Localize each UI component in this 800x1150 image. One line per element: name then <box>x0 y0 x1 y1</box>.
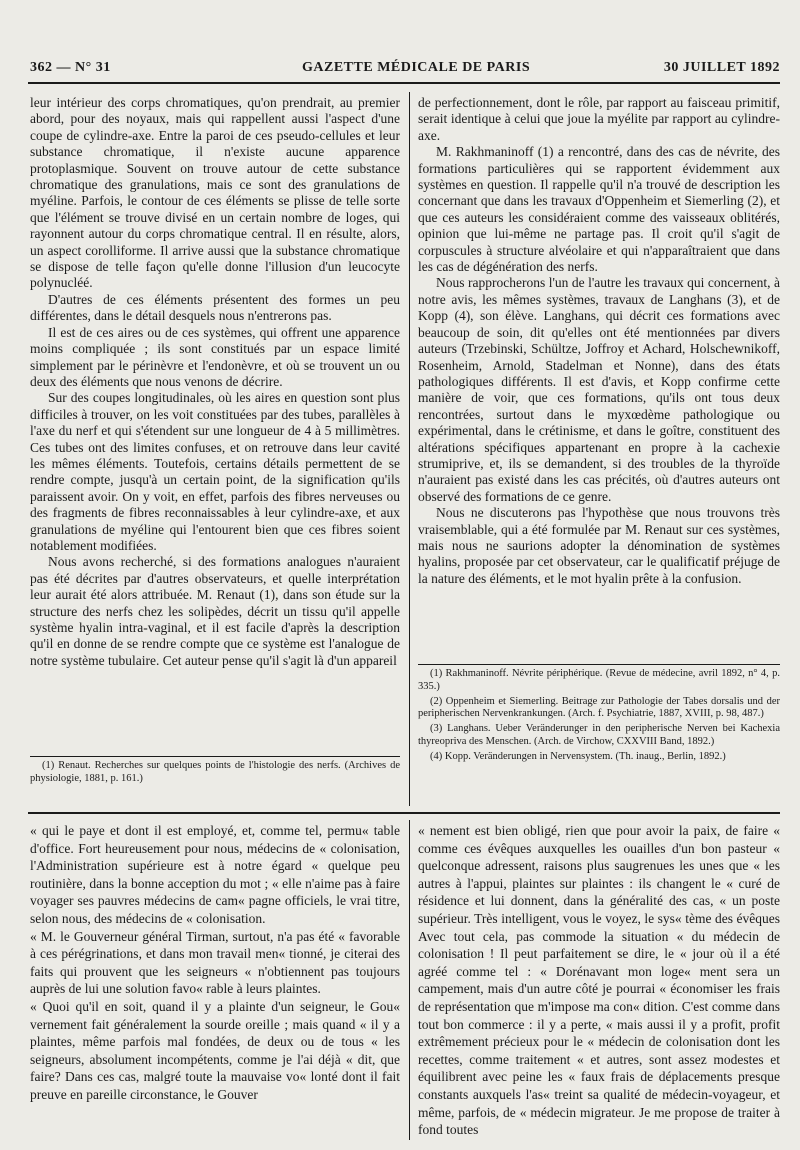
paragraph: Nous avons recherché, si des formations analogues n'auraient pas été décrites par d'autres observateurs, et quelle interprétation leur aurait été alors attribuée. M. Renaut (1), dans son étude sur la structure des nerfs chez les solipèdes, décrit un tissu qu'il appelle système hyalin intra-vaginal, et il est facile d'après la description qu'il en donne de se rendre compte que ce système est l'analogue de notre système tubulaire. Cet auteur pense qu'il s'agit là d'un appareil <box>30 554 400 668</box>
paragraph: de perfectionnement, dont le rôle, par rapport au faisceau primitif, serait identique à celui que joue la myélite par rapport au cylindre-axe. <box>418 95 780 143</box>
header-rule <box>28 82 780 84</box>
footnote: (3) Langhans. Ueber Veränderunger in den peripherische Nerven bei Kachexia thyreopriva des Menschen. (Arch. de Virchow, CXXVIII Band, 1892.) <box>418 723 780 747</box>
running-head <box>30 60 780 82</box>
page-number: 362 — N° 31 <box>30 60 111 75</box>
paragraph: M. Rakhmaninoff (1) a rencontré, dans des cas de névrite, des formations particulières qui se rapportent évidemment aux systèmes en question. Il rappelle qu'il n'a trouvé de description les concernant que dans les travaux d'Oppenheim et Siemerling (2), et que ces auteurs les considéraient comme des vaisseaux oblitérés, opinion que lui-même ne partage pas. Il croit qu'il s'agit de corpuscules à structure alvéolaire et qui n'apparaîtraient que dans les cas de dégénération des nerfs. <box>418 144 780 275</box>
footnote: (4) Kopp. Veränderungen in Nervensystem. (Th. inaug., Berlin, 1892.) <box>430 750 726 762</box>
upper-right-column <box>418 95 780 662</box>
paragraph: leur intérieur des corps chromatiques, qu'on prendrait, au premier abord, pour des noyaux, mais qui rappellent aussi l'aspect d'une coupe de cylindre-axe. Entre la paroi de ces pseudo-cellules et leur substance chromatique, il n'existe aucune apparence protoplasmique. Souvent on trouve autour de cette substance chromatique des granulations, mais ce sont des granulations de myéline. Parfois, le contour de ces éléments se plisse de telle sorte que l'élément se trouve divisé en un certain nombre de loges, qui rayonnent autour du corps chromatique central. Il en résulte, alors, un aspect corolliforme. Il arrive aussi que la substance chromatique se dispose de telle façon qu'elle donne l'illusion d'un leucocyte polynucléé. <box>30 95 400 291</box>
issue-date: 30 JUILLET 1892 <box>663 60 780 75</box>
section-rule <box>28 812 780 814</box>
lower-left-column <box>30 822 400 1140</box>
footnote: (2) Oppenheim et Siemerling. Beitrage zur Pathologie der Tabes dorsalis und der peripherischen Nervenkrankungen. (Arch. f. Psychiatrie, 1887, XVIII, p. 98, 487.) <box>418 695 780 720</box>
journal-title: GAZETTE MÉDICALE DE PARIS <box>302 60 531 75</box>
footnote-rule <box>30 756 400 757</box>
paragraph: D'autres de ces éléments présentent des formes un peu différentes, dans le détail desquels nous n'entrerons pas. <box>30 291 400 324</box>
upper-left-footnotes <box>30 760 400 796</box>
paragraph: Il est de ces aires ou de ces systèmes, qui offrent une apparence moins compliquée ; ils sont constitués par un espace limité simplement par le périnèvre et l'endonèvre, et où se trouvent un ou deux des éléments que nous venons de décrire. <box>30 324 400 389</box>
footnote: (1) Rakhmaninoff. Névrite périphérique. (Revue de médecine, avril 1892, n° 4, p. 335.) <box>418 668 780 692</box>
paragraph: « qui le paye et dont il est employé, et, comme tel, permu« table d'office. Fort heureusement pour nous, médecins de « colonisation, l'Administration supérieure est à notre égard « quelque peu routinière, dans la bonne acception du mot ; « elle n'aime pas à faire voyager ses pauvres médecins de cam« pagne officiels, le vrai titre, selon nous, des médecins de « colonisation. <box>30 823 400 926</box>
column-divider <box>409 820 410 1140</box>
upper-left-column <box>30 95 400 750</box>
paragraph: Nous ne discuterons pas l'hypothèse que nous trouvons très vraisemblable, qui a été formulée par M. Renaut sur ces systèmes, mais nous ne saurions adopter la dénomination de systèmes hyalins, proposée par cet observateur, car le qualificatif préjuge de la nature des éléments, et le mot hyalin prête à la confusion. <box>418 505 780 586</box>
footnote-rule <box>418 664 780 665</box>
column-divider <box>409 92 410 806</box>
paragraph: Sur des coupes longitudinales, où les aires en question sont plus difficiles à trouver, on les voit constituées par des tubes, parallèles à l'axe du nerf et qui s'étendent sur une longueur de 4 à 5 millimètres. Ces tubes ont des limites confuses, et on retrouve dans leur cavité les mêmes éléments. Toutefois, certains détails permettent de se rendre compte, jusqu'à un certain point, de la signification qu'ils paraissent avoir. On y voit, en effet, parfois des fibres nerveuses ou des fragments de fibres reconnaissables à leur cylindre-axe, et aux granulations de myéline qui l'entourent bien que ces fibres soient notablement modifiées. <box>30 390 400 553</box>
paragraph: « nement est bien obligé, rien que pour avoir la paix, de faire « comme ces évêques auxquelles les ouailles d'un bon pasteur « quelconque adressent, raisons plus saugrenues les unes que « les autres à l'appui, plaintes sur plaintes : ils changent le « curé de résidence et lui donnent, dans la généralité des cas, « un poste supérieur. Très intelligent, vous le voyez, le sys« tème des évêques Avec tout cela, pas commode la situation « du médecin de colonisation ! Il peut parfaitement se dire, le « jour où il a été agréé comme tel : « Dorénavant mon loge« ment sera un campement, mais d'un autre côté je pourrai « économiser les frais de représentation que m'impose ma con« dition. C'est comme dans tout bon commerce : il y a perte, « mais aussi il y a profit, profit extrêmement précieux pour le « médecin de colonisation dont les recettes, comme traitement « et autres, sont assez modestes et équilibrent avec peine les « faux frais de déplacements presque constants auxquels l'as« treint sa qualité de médecin-voyageur, et même, parfois, de « médecin migrateur. Je me propose de traiter à fond toutes <box>418 823 780 1138</box>
paragraph: « Quoi qu'il en soit, quand il y a plainte d'un seigneur, le Gou« vernement fait généralement la sourde oreille ; mais quand « il y a plaintes, même parfois mal fondées, de deux ou de tous « les seigneurs, absolument incompétents, comme je l'ai déjà « dit, que faire? Dans ces cas, malgré toute la mauvaise vo« lonté dont il fait preuve en pareille circonstance, le Gouver <box>30 998 400 1102</box>
paragraph: Nous rapprocherons l'un de l'autre les travaux qui concernent, à notre avis, les mêmes systèmes, travaux de Langhans (3), et de Kopp (4), son élève. Langhans, qui décrit ces formations avec beaucoup de soin, dit qu'elles ont été mentionnées par divers auteurs (Trzebinski, Schültze, Joffroy et Achard, Holschewnikoff, Rosenheim, Arnold, Stadelman et Nonne), dans des états pathologiques différents. Il est d'avis, et Kopp confirme cette manière de voir, que ces formations, qu'ils ont tous deux rencontrées, surtout dans le myxœdème pathologique ou expérimental, dans le crétinisme, et dans le goître, constituent des altérations spécifiques appartenant en propre à la cachexie strumiprive, et, ils se demandent, si des troubles de la thyroïde n'auraient pas existé dans les cas précités, où d'autres auteurs ont observé des formations de ce genre. <box>418 275 780 504</box>
upper-right-footnotes <box>418 668 780 802</box>
paragraph: « M. le Gouverneur général Tirman, surtout, n'a pas été « favorable à ces pérégrinations, et dans mon travail men« tionné, je citerai des faits qui prouvent que les seigneurs « n'obtiennent pas toujours auprès de lui une solution favo« rable à leurs plaintes. <box>30 928 400 997</box>
footnote: (1) Renaut. Recherches sur quelques points de l'histologie des nerfs. (Archives de physiologie, 1881, p. 161.) <box>30 760 400 784</box>
lower-right-column <box>418 822 780 1140</box>
